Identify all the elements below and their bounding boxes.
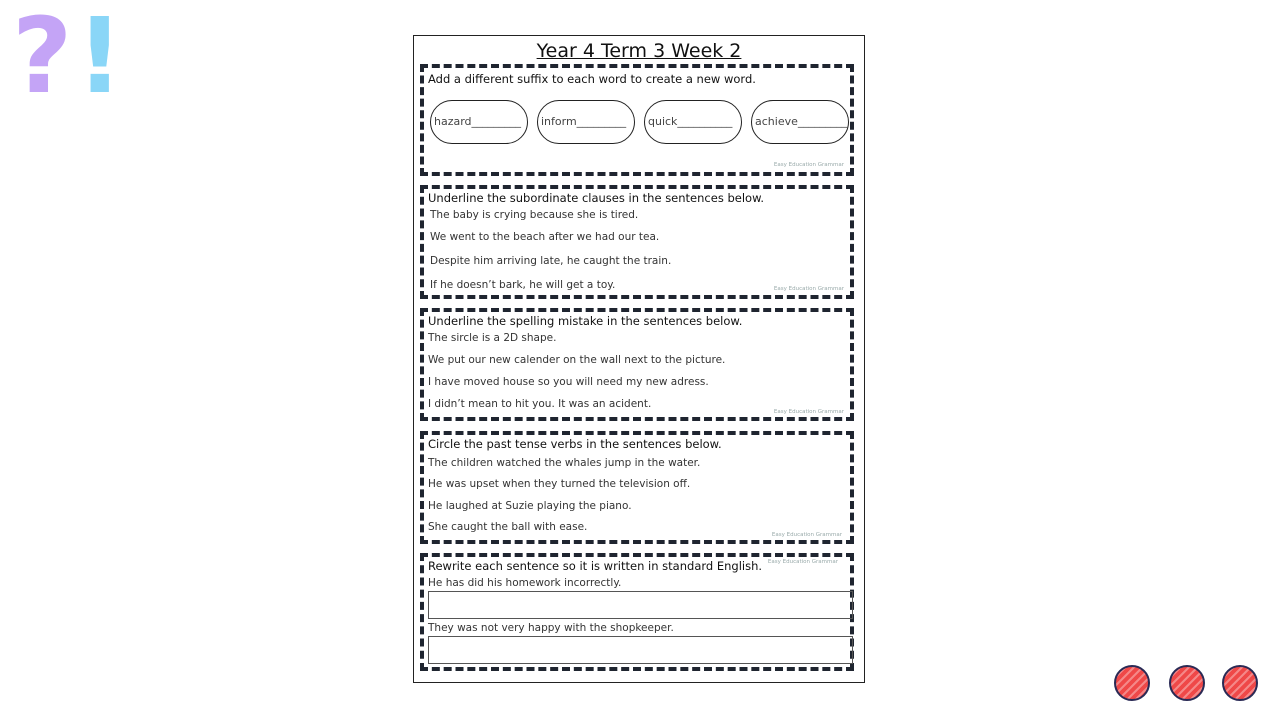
answer-box[interactable] <box>428 636 853 664</box>
brand-label: Easy Education Grammar <box>773 286 844 292</box>
exclamation-mark-logo: ! <box>76 0 124 117</box>
clauses-section <box>420 185 854 299</box>
word-bubble: quick__________ <box>644 100 742 144</box>
sentence: If he doesn’t bark, he will get a toy. <box>430 279 616 291</box>
brand-label: Easy Education Grammar <box>773 162 844 168</box>
sentence: We went to the beach after we had our tea. <box>430 231 660 243</box>
brand-label: Easy Education Grammar <box>771 532 842 538</box>
suffix-instruction: Add a different suffix to each word to create a new word. <box>428 72 756 86</box>
brand-label: Easy Education Grammar <box>773 409 844 415</box>
sentence: He was upset when they turned the television off. <box>428 478 691 490</box>
clauses-instruction: Underline the subordinate clauses in the sentences below. <box>428 191 765 205</box>
answer-box[interactable] <box>428 591 853 619</box>
sentence: I have moved house so you will need my new adress. <box>428 376 709 388</box>
verbs-section <box>420 431 854 544</box>
worksheet <box>413 35 865 683</box>
sentence: He has did his homework incorrectly. <box>428 577 622 589</box>
red-scribble-sticker-icon <box>1114 665 1150 701</box>
sentence: I didn’t mean to hit you. It was an acident. <box>428 398 652 410</box>
brand-label: Easy Education Grammar <box>767 559 838 565</box>
sentence: The baby is crying because she is tired. <box>430 209 639 221</box>
sentence: Despite him arriving late, he caught the train. <box>430 255 672 267</box>
sentence: We put our new calender on the wall next to the picture. <box>428 354 726 366</box>
sentence: The children watched the whales jump in the water. <box>428 457 701 469</box>
verbs-instruction: Circle the past tense verbs in the sentences below. <box>428 437 722 451</box>
question-mark-logo: ? <box>12 0 73 117</box>
red-scribble-sticker-icon <box>1169 665 1205 701</box>
word-bubble: hazard_________ <box>430 100 528 144</box>
sentence: She caught the ball with ease. <box>428 521 588 533</box>
suffix-section <box>420 64 854 176</box>
red-scribble-sticker-icon <box>1222 665 1258 701</box>
sentence: They was not very happy with the shopkeeper. <box>428 622 674 634</box>
standard-english-instruction: Rewrite each sentence so it is written in standard English. <box>428 559 763 573</box>
word-bubble: achieve_________ <box>751 100 849 144</box>
word-bubble: inform_________ <box>537 100 635 144</box>
sentence: He laughed at Suzie playing the piano. <box>428 500 632 512</box>
spelling-instruction: Underline the spelling mistake in the sentences below. <box>428 314 743 328</box>
sentence: The sircle is a 2D shape. <box>428 332 557 344</box>
standard-english-section <box>420 553 854 671</box>
worksheet-title: Year 4 Term 3 Week 2 <box>536 40 742 62</box>
spelling-section <box>420 308 854 421</box>
